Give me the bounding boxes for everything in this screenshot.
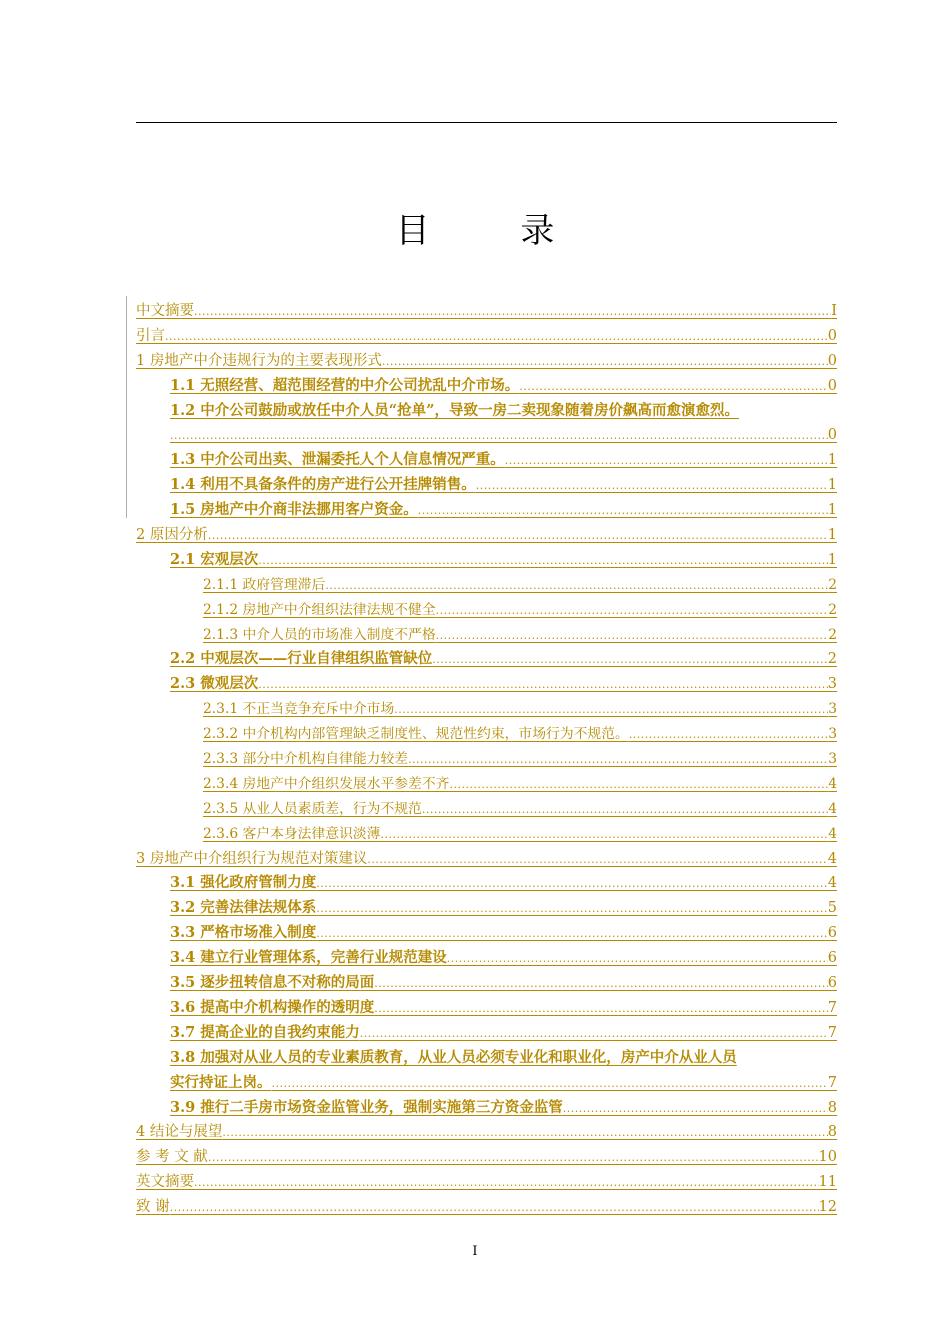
toc-entry-title: 2.1.3 中介人员的市场准入制度不严格 [203, 626, 436, 643]
toc-entry-page: 3 [827, 676, 837, 693]
toc-leader-dots [170, 1196, 819, 1221]
toc-entry[interactable] [136, 523, 837, 548]
toc-entry-title: 2.1.1 政府管理滞后 [203, 576, 326, 593]
toc-entry[interactable] [136, 747, 837, 772]
header-rule [136, 122, 837, 123]
toc-leader-dots [272, 1072, 828, 1097]
toc-leader-dots [316, 872, 827, 897]
toc-entry[interactable] [136, 423, 837, 448]
toc-leader-dots [374, 997, 827, 1022]
toc-entry[interactable] [136, 598, 837, 623]
toc-entry-page: 8 [827, 1124, 837, 1141]
toc-entry-page: 8 [827, 1099, 837, 1116]
toc-entry-title: 3.1 强化政府管制力度 [170, 874, 317, 892]
toc-entry-title: 2.1.2 房地产中介组织法律法规不健全 [203, 601, 436, 618]
toc-entry-title: 1.5 房地产中介商非法挪用客户资金。 [170, 501, 418, 519]
toc-leader-dots [208, 1146, 819, 1171]
toc-leader-dots [629, 723, 828, 748]
toc-entry-page: 1 [827, 477, 837, 494]
toc-entry[interactable] [136, 548, 837, 573]
toc-entry-page: 3 [828, 751, 837, 768]
toc-leader-dots [367, 848, 827, 873]
toc-leader-dots [436, 599, 829, 624]
toc-entry-page: 3 [828, 701, 837, 718]
toc-entry-page: 1 [827, 452, 837, 469]
toc-entry-page: 1 [827, 527, 837, 544]
toc-entry-title: 2.3.2 中介机构内部管理缺乏制度性、规范性约束，市场行为不规范。 [203, 726, 629, 743]
toc-entry-page: 2 [828, 626, 837, 643]
toc-entry-title: 2.3 微观层次 [170, 675, 259, 693]
toc-entry[interactable] [136, 871, 837, 896]
toc-entry[interactable] [136, 971, 837, 996]
table-of-contents [136, 299, 837, 1220]
toc-leader-dots [374, 972, 827, 997]
toc-entry[interactable] [136, 448, 837, 473]
toc-entry-page: 1 [827, 551, 837, 568]
toc-entry-title: 2.3.1 不正当竞争充斥中介市场 [203, 701, 395, 718]
toc-entry-page: 4 [828, 825, 837, 842]
toc-entry-page: 11 [818, 1174, 837, 1191]
toc-entry-title: 引言 [136, 327, 165, 344]
toc-entry-page: 4 [828, 800, 837, 817]
toc-entry-page: 4 [827, 850, 837, 867]
toc-entry-title: 2.3.3 部分中介机构自律能力较差 [203, 751, 409, 768]
toc-entry-page: 5 [827, 900, 837, 917]
page-title: 目 录 [395, 211, 595, 251]
toc-entry[interactable] [136, 797, 837, 822]
toc-entry-title: 参 考 文 献 [136, 1149, 208, 1166]
toc-entry[interactable] [136, 1145, 837, 1170]
toc-leader-dots [382, 350, 828, 375]
toc-leader-dots [258, 549, 827, 574]
toc-entry-title: 2.3.4 房地产中介组织发展水平参差不齐 [203, 775, 450, 792]
toc-entry[interactable] [136, 672, 837, 697]
toc-entry[interactable] [136, 921, 837, 946]
toc-entry[interactable] [136, 573, 837, 598]
toc-entry-page: 7 [827, 1024, 837, 1041]
toc-entry-title: 2 原因分析 [136, 527, 208, 544]
toc-entry-title: 2.3.6 客户本身法律意识淡薄 [203, 825, 381, 842]
toc-leader-dots [194, 300, 831, 325]
toc-entry-page: 0 [827, 377, 837, 394]
toc-leader-dots [316, 922, 827, 947]
toc-entry-title: 3.7 提高企业的自我约束能力 [170, 1023, 360, 1041]
toc-entry-page: I [831, 303, 837, 319]
toc-leader-dots [258, 673, 827, 698]
toc-leader-dots [505, 449, 828, 474]
toc-entry[interactable] [136, 1120, 837, 1145]
toc-leader-dots [449, 773, 828, 798]
toc-entry[interactable] [136, 847, 837, 872]
toc-entry-title: 3.2 完善法律法规体系 [170, 899, 317, 917]
toc-leader-dots [394, 698, 828, 723]
toc-entry[interactable] [136, 1096, 837, 1121]
toc-leader-dots [432, 648, 827, 673]
toc-entry-page: 2 [828, 576, 837, 593]
toc-entry-page: 12 [818, 1199, 837, 1216]
toc-entry-page: 10 [818, 1149, 837, 1166]
toc-entry-page: 6 [827, 950, 837, 967]
toc-entry[interactable] [136, 623, 837, 648]
toc-entry-page: 2 [828, 601, 837, 618]
toc-leader-dots [476, 474, 828, 499]
toc-entry[interactable] [136, 498, 837, 523]
toc-entry[interactable] [136, 722, 837, 747]
toc-entry[interactable] [136, 299, 837, 324]
toc-entry-title: 1.3 中介公司出卖、泄漏委托人个人信息情况严重。 [170, 451, 505, 469]
toc-entry-title: 2.1 宏观层次 [170, 550, 259, 568]
toc-entry-title: 3.5 逐步扭转信息不对称的局面 [170, 974, 375, 992]
toc-entry-title: 3.9 推行二手房市场资金监管业务，强制实施第三方资金监管 [170, 1098, 563, 1116]
toc-leader-dots [418, 499, 828, 524]
toc-entry[interactable] [136, 772, 837, 797]
toc-entry-title: 中文摘要 [136, 303, 194, 319]
toc-entry[interactable] [136, 1046, 837, 1071]
toc-entry-title: 1.2 中介公司鼓励或放任中介人员“抢单”，导致一房二卖现象随着房价飙高而愈演愈烈。 [170, 401, 739, 419]
toc-leader-dots [316, 897, 827, 922]
toc-leader-dots [325, 574, 828, 599]
toc-leader-dots [222, 1121, 827, 1146]
toc-entry[interactable] [136, 473, 837, 498]
toc-entry-page: 7 [827, 1074, 837, 1091]
toc-entry[interactable] [136, 1195, 837, 1220]
toc-entry[interactable] [136, 1170, 837, 1195]
toc-entry-page: 0 [827, 327, 837, 344]
toc-entry[interactable] [136, 946, 837, 971]
toc-entry-title: 3.4 建立行业管理体系，完善行业规范建设 [170, 949, 447, 967]
toc-entry-title: 4 结论与展望 [136, 1124, 223, 1141]
toc-entry[interactable] [136, 697, 837, 722]
toc-entry-title: 实行持证上岗。 [170, 1073, 272, 1091]
toc-entry[interactable] [136, 896, 837, 921]
toc-entry-title: 1 房地产中介违规行为的主要表现形式 [136, 352, 382, 369]
toc-entry-title: 3.3 严格市场准入制度 [170, 924, 317, 942]
toc-entry-page: 4 [827, 875, 837, 892]
toc-entry-page: 6 [827, 925, 837, 942]
toc-entry[interactable] [136, 349, 837, 374]
toc-entry-title: 致 谢 [136, 1199, 170, 1216]
toc-leader-dots [563, 1097, 828, 1122]
toc-leader-dots [519, 375, 827, 400]
toc-entry-page: 6 [827, 975, 837, 992]
toc-entry[interactable] [136, 1071, 837, 1096]
toc-entry[interactable] [136, 324, 837, 349]
toc-entry-page: 1 [827, 502, 837, 519]
toc-entry-title: 3 房地产中介组织行为规范对策建议 [136, 850, 368, 867]
toc-entry-title: 3.6 提高中介机构操作的透明度 [170, 998, 375, 1016]
toc-leader-dots [170, 424, 828, 449]
toc-entry-page: 4 [828, 775, 837, 792]
change-bar [126, 296, 127, 518]
toc-entry-page: 2 [827, 651, 837, 668]
toc-leader-dots [447, 947, 828, 972]
toc-entry-title: 英文摘要 [136, 1174, 194, 1191]
toc-entry[interactable] [136, 399, 837, 424]
toc-entry-page: 3 [828, 726, 837, 743]
toc-entry[interactable] [136, 374, 837, 399]
toc-leader-dots [380, 823, 828, 848]
toc-entry-title: 1.1 无照经营、超范围经营的中介公司扰乱中介市场。 [170, 376, 520, 394]
toc-entry[interactable] [136, 996, 837, 1021]
toc-entry-title: 2.2 中观层次——行业自律组织监管缺位 [170, 650, 433, 668]
toc-leader-dots [208, 524, 828, 549]
toc-leader-dots [194, 1171, 819, 1196]
toc-entry[interactable] [136, 647, 837, 672]
toc-entry[interactable] [136, 1021, 837, 1046]
toc-entry-page: 0 [827, 352, 837, 369]
toc-entry-title: 2.3.5 从业人员素质差，行为不规范 [203, 800, 422, 817]
toc-leader-dots [165, 325, 828, 350]
page-number: I [472, 1244, 478, 1259]
toc-leader-dots [422, 798, 828, 823]
toc-leader-dots [360, 1022, 828, 1047]
toc-entry[interactable] [136, 822, 837, 847]
toc-entry-page: 0 [827, 427, 837, 444]
toc-leader-dots [436, 624, 829, 649]
toc-entry-title: 1.4 利用不具备条件的房产进行公开挂牌销售。 [170, 476, 476, 494]
toc-entry-page: 7 [827, 999, 837, 1016]
toc-leader-dots [408, 748, 828, 773]
toc-entry-title: 3.8 加强对从业人员的专业素质教育，从业人员必须专业化和职业化，房产中介从业人员 [170, 1048, 737, 1066]
